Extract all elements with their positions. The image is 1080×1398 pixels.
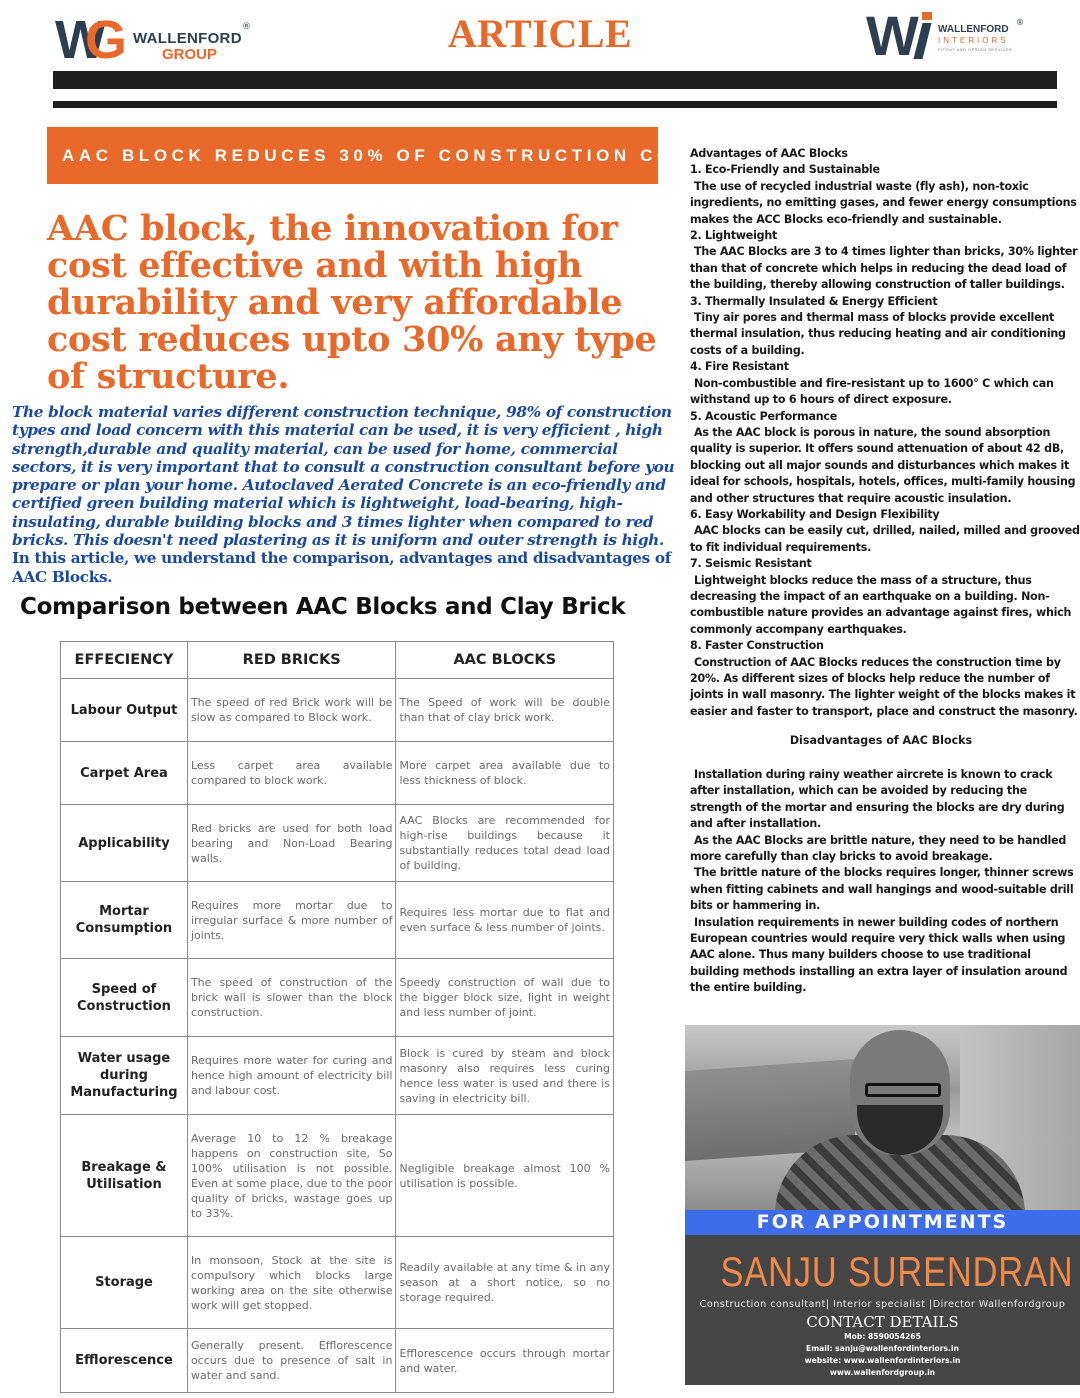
contact-website-2[interactable]: www.wallenfordgroup.in	[829, 1368, 936, 1377]
advantage-text: AAC blocks can be easily cut, drilled, nailed, milled and grooved to fit individual requirements.	[690, 524, 1080, 554]
advantage-heading: 5. Acoustic Performance	[690, 409, 837, 423]
table-row	[61, 805, 614, 882]
logo-right-line2: INTERIORS	[938, 36, 1009, 45]
aac-blocks-cell: AAC Blocks are recommended for high-rise buildings because it substantially reduces total dead load of building.	[396, 805, 614, 882]
table-row	[61, 882, 614, 959]
row-label: Speed of Construction	[61, 959, 188, 1037]
header-red-bricks: RED BRICKS	[187, 642, 396, 679]
consultant-name: SANJU SURENDRAN	[720, 1248, 1074, 1295]
wi-logo-icon: W	[866, 4, 911, 67]
contact-card	[685, 1235, 1080, 1385]
article-banner: AAC BLOCK REDUCES 30% OF CONSTRUCTION COST	[47, 127, 658, 184]
red-bricks-cell: Requires more mortar due to irregular surface & more number of joints.	[187, 882, 396, 959]
table-row	[61, 1237, 614, 1329]
advantage-heading: 6. Easy Workability and Design Flexibility	[690, 507, 940, 521]
wg-logo-icon: W G	[55, 10, 128, 70]
red-bricks-cell: Red bricks are used for both load bearing and Non-Load Bearing walls.	[187, 805, 396, 882]
contact-title: CONTACT DETAILS	[806, 1313, 959, 1331]
intro-normal-text: In this article, we understand the comparison, advantages and disadvantages of AAC Blocks.	[12, 549, 671, 586]
aac-blocks-cell: Requires less mortar due to flat and even surface & less number of joints.	[396, 882, 614, 959]
disadvantage-item: As the AAC Blocks are brittle nature, they need to be handled more carefully than clay bricks to avoid breakage.	[690, 833, 1067, 864]
logo-right-line3: FITOUT AND DESIGN SERVICES	[938, 47, 1013, 52]
advantage-heading: 1. Eco-Friendly and Sustainable	[690, 163, 880, 177]
header-aac-blocks: AAC BLOCKS	[396, 642, 614, 679]
advantage-heading: 4. Fire Resistant	[690, 360, 789, 374]
registered-icon: ®	[242, 22, 251, 32]
aac-blocks-cell: Efflorescence occurs through mortar and water.	[396, 1329, 614, 1393]
advantage-heading: 2. Lightweight	[690, 229, 778, 243]
row-label: Storage	[61, 1237, 188, 1329]
comparison-table	[60, 641, 614, 1393]
article-headline: AAC block, the innovation for cost effective and with high durability and very affordable cost reduces upto 30% any type of structure.	[47, 208, 657, 397]
disadvantage-item: Insulation requirements in newer building codes of northern European countries would require very thick walls when using AAC alone. Thus many builders choose to use traditional building methods installing an extra layer of insulation around the entire building.	[690, 915, 1068, 995]
aac-blocks-cell: Negligible breakage almost 100 % utilisation is possible.	[396, 1115, 614, 1237]
advantage-text: Lightweight blocks reduce the mass of a structure, thus decreasing the impact of an earthquake on a building. Non-combustible nature provides an advantage against fires, which commonly accompany earthquakes.	[690, 573, 1072, 636]
advantage-text: The use of recycled industrial waste (fly ash), non-toxic ingredients, no emitting gases, and fewer energy consumptions makes the ACC Blocks eco-friendly and sustainable.	[690, 179, 1077, 226]
red-bricks-cell: Generally present. Efflorescence occurs due to presence of salt in water and sand.	[187, 1329, 396, 1393]
row-label: Water usage during Manufacturing	[61, 1037, 188, 1115]
row-label: Carpet Area	[61, 742, 188, 805]
consultant-role: Construction consultant| Interior specialist |Director Wallenfordgroup	[699, 1299, 1066, 1310]
wallenford-interiors-logo	[866, 4, 1046, 67]
advantage-heading: 8. Faster Construction	[690, 639, 824, 653]
header-divider-thick	[53, 71, 1057, 89]
advantages-section	[690, 146, 1080, 720]
contact-mobile: Mob: 8590054265	[844, 1332, 921, 1341]
table-row	[61, 1329, 614, 1393]
row-label: Mortar Consumption	[61, 882, 188, 959]
article-intro	[12, 403, 682, 586]
wi-logo-dot	[922, 12, 932, 20]
row-label: Efflorescence	[61, 1329, 188, 1393]
aac-blocks-cell: Readily available at any time & in any season at a short notice, so no storage required.	[396, 1237, 614, 1329]
red-bricks-cell: In monsoon, Stock at the site is compulsory which blocks large working area on the site otherwise work will get stopped.	[187, 1237, 396, 1329]
profile-photo	[685, 1025, 1080, 1210]
red-bricks-cell: Less carpet area available compared to block work.	[187, 742, 396, 805]
row-label: Labour Output	[61, 679, 188, 742]
logo-left-line2: GROUP	[162, 46, 218, 63]
aac-blocks-cell: Block is cured by steam and block masonry also requires less curing hence less water is used and there is saving in electricity bill.	[396, 1037, 614, 1115]
advantage-text: The AAC Blocks are 3 to 4 times lighter than bricks, 30% lighter than that of concrete which helps in reducing the dead load of the building, thereby allowing construction of taller buildings.	[690, 245, 1078, 292]
aac-blocks-cell: More carpet area available due to less thickness of block.	[396, 742, 614, 805]
appointments-banner: FOR APPOINTMENTS	[685, 1210, 1080, 1235]
wi-logo-i-stroke	[914, 23, 932, 59]
table-header-row	[61, 642, 614, 679]
glasses-icon	[865, 1083, 941, 1097]
row-label: Breakage & Utilisation	[61, 1115, 188, 1237]
aac-blocks-cell: The Speed of work will be double than that of clay brick work.	[396, 679, 614, 742]
advantage-text: Non-combustible and fire-resistant up to 1600° C which can withstand up to 6 hours of direct exposure.	[690, 376, 1054, 407]
aac-blocks-cell: Speedy construction of wall due to the bigger block size, light in weight and less number of joint.	[396, 959, 614, 1037]
advantage-text: Construction of AAC Blocks reduces the construction time by 20%. As different sizes of blocks help reduce the number of joints in wall masonry. The lighter weight of the blocks makes it easier and faster to transport, place and construct the masonry.	[690, 655, 1078, 718]
intro-italic-text: The block material varies different construction technique, 98% of construction types and load concern with this material can be used, it is very efficient , high strength,durable and quality material, can be used for home, commercial sectors, it is very important that to consult a construction consultant before you prepare or plan your home. Autoclaved Aerated Concrete is an eco-friendly and certified green building material which is lightweight, load-bearing, high-insulating, durable building blocks and 3 times lighter when compared to red bricks. This doesn't need plastering as it is uniform and outer strength is high.	[12, 403, 675, 550]
red-bricks-cell: The speed of red Brick work will be slow as compared to Block work.	[187, 679, 396, 742]
registered-icon: ®	[1016, 18, 1024, 27]
logo-left-line1: WALLENFORD	[133, 30, 242, 47]
advantage-heading: 3. Thermally Insulated & Energy Efficient	[690, 294, 938, 308]
logo-right-line1: WALLENFORD	[938, 24, 1009, 35]
contact-website[interactable]: website: www.wallenfordinteriors.in	[804, 1356, 961, 1365]
red-bricks-cell: Requires more water for curing and hence high amount of electricity bill and labour cost.	[187, 1037, 396, 1115]
disadvantages-section	[690, 767, 1080, 997]
row-label: Applicability	[61, 805, 188, 882]
advantage-text: As the AAC block is porous in nature, the sound absorption quality is superior. It offers sound attenuation of about 42 dB, blocking out all major sounds and disturbances which makes it ideal for schools, hospitals, hotels, offices, multi-family housing and other structures that require acoustic insulation.	[690, 425, 1076, 505]
table-row	[61, 742, 614, 805]
disadvantage-item: Installation during rainy weather aircrete is known to crack after installation, which can be avoided by reducing the strength of the mortar and ensuring the blocks are dry during and after installation.	[690, 768, 1065, 831]
contact-email[interactable]: Email: sanju@wallenfordinteriors.in	[806, 1344, 959, 1353]
red-bricks-cell: Average 10 to 12 % breakage happens on construction site, So 100% utilisation is not possible. Even at some place, due to the poor quality of bricks, wastage goes up to 33%.	[187, 1115, 396, 1237]
page-title: ARTICLE	[447, 11, 633, 56]
table-row	[61, 959, 614, 1037]
advantages-title: Advantages of AAC Blocks	[690, 147, 848, 160]
red-bricks-cell: The speed of construction of the brick wall is slower than the block construction.	[187, 959, 396, 1037]
table-row	[61, 1115, 614, 1237]
advantage-text: Tiny air pores and thermal mass of blocks provide excellent thermal insulation, thus reducing heating and air conditioning costs of a building.	[690, 311, 1066, 357]
disadvantage-item: The brittle nature of the blocks requires longer, thinner screws when fitting cabinets and wall hangings and wood-suitable drill bits or hammering in.	[690, 866, 1074, 913]
header-efficiency: EFFECIENCY	[61, 642, 188, 679]
advantage-heading: 7. Seismic Resistant	[690, 557, 812, 571]
header-divider-thin	[53, 101, 1057, 108]
disadvantages-title: Disadvantages of AAC Blocks	[789, 734, 973, 747]
table-row	[61, 1037, 614, 1115]
comparison-title: Comparison between AAC Blocks and Clay Brick	[20, 594, 626, 620]
table-row	[61, 679, 614, 742]
